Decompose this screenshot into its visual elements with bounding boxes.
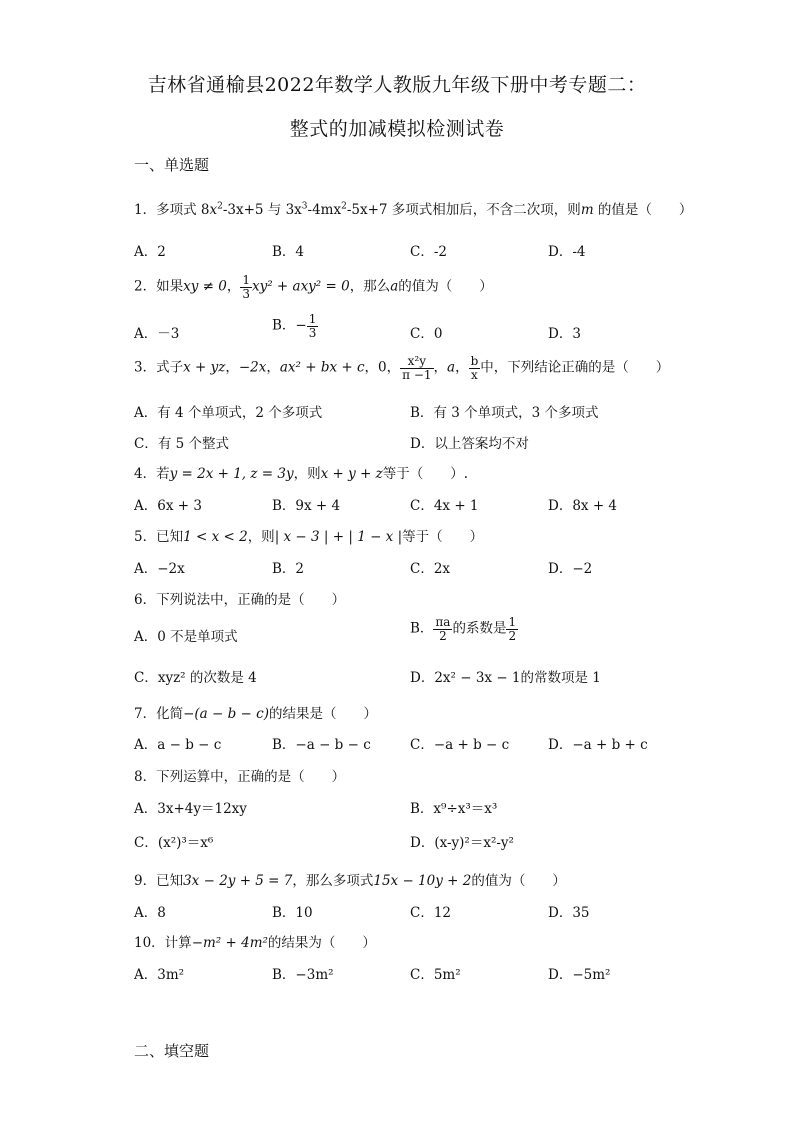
q8-option-b[interactable]: B．x⁹÷x³＝x³ [410, 801, 498, 817]
q7-expression: −(a − b − c) [183, 706, 269, 722]
q6-option-b-num: πa [435, 615, 451, 629]
q2-option-d[interactable]: D．3 [548, 326, 581, 342]
q1-text-b: -3x+5 与 3x [222, 202, 302, 218]
question-5 [134, 525, 483, 545]
q3-frac1-den: π −1 [402, 367, 432, 382]
q10-option-b[interactable]: B．−3m² [272, 967, 334, 983]
q6-option-b-num-2: 1 [508, 615, 517, 629]
q2-option-a[interactable]: A．－3 [134, 326, 180, 342]
q6-option-b-fraction-2 [506, 616, 518, 642]
question-7 [134, 702, 377, 722]
q5-expression: | x − 3 | + | 1 − x | [274, 529, 403, 545]
question-2 [134, 274, 493, 300]
q3-expr-4: 0 [378, 359, 387, 376]
q3-sep1: ， [225, 359, 239, 376]
q7-option-a[interactable]: A．a − b − c [134, 737, 222, 753]
q5-condition: 1 < x < 2 [183, 529, 248, 545]
q2-option-b[interactable] [272, 313, 318, 339]
q5-option-d[interactable]: D．−2 [548, 561, 593, 577]
q9-option-c[interactable]: C．12 [410, 905, 452, 921]
q4-tail: 等于（ ）. [382, 466, 469, 482]
q7-prefix: 7．化简 [134, 706, 184, 722]
q8-option-a[interactable]: A．3x+4y＝12xy [134, 801, 247, 817]
q1-text-c: -4mx [307, 202, 342, 218]
q4-condition: y = 2x + 1, z = 3y [169, 466, 294, 482]
q2-var-a: a [390, 278, 399, 295]
q1-sup1: 2 [217, 201, 223, 212]
q2-option-b-fraction [307, 313, 319, 339]
q2-expression: xy² + axy² = 0 [251, 278, 350, 295]
section-heading-single-choice: 一、单选题 [134, 156, 210, 174]
q1-text-d: -5x+7 多项式相加后，不含二次项，则 [346, 202, 581, 218]
question-10 [134, 931, 376, 951]
q1-option-c[interactable]: C．-2 [410, 244, 447, 260]
q3-sep5: ， [433, 359, 448, 376]
q3-expr-2: −2x [238, 359, 267, 376]
q9-option-b[interactable]: B．10 [272, 905, 313, 921]
q7-option-b[interactable]: B．−a − b − c [272, 737, 371, 753]
q9-expression: 15x − 10y + 2 [373, 873, 472, 889]
q1-sup2: 3 [301, 201, 308, 212]
q5-option-c[interactable]: C．2x [410, 561, 451, 577]
q10-option-c[interactable]: C．5m² [410, 967, 461, 983]
q7-option-d[interactable]: D．−a + b + c [548, 737, 648, 753]
q3-fraction-1 [400, 355, 433, 381]
q2-option-b-den: 3 [308, 325, 317, 340]
q5-option-b[interactable]: B．2 [272, 561, 305, 577]
section-heading-fill-blank: 二、填空题 [134, 1042, 210, 1060]
question-1 [134, 198, 692, 218]
q2-option-c[interactable]: C．0 [410, 326, 443, 342]
q9-condition: 3x − 2y + 5 = 7 [183, 873, 293, 889]
q2-frac-den: 3 [242, 286, 250, 301]
q5-mid: ，则 [247, 529, 275, 545]
q2-fraction [240, 274, 252, 300]
q3-sep6: ， [455, 359, 469, 376]
q3-expr-1: x + yz [183, 359, 226, 376]
question-8: 8．下列运算中，正确的是（ ） [134, 769, 346, 785]
q3-frac1-num: x²y [400, 355, 433, 369]
q4-option-b[interactable]: B．9x + 4 [272, 498, 341, 514]
q6-option-d[interactable]: D．2x² − 3x − 1的常数项是 1 [410, 670, 601, 686]
q4-mid: ，则 [293, 466, 321, 482]
q2-comma: ， [226, 278, 241, 295]
q9-option-a[interactable]: A．8 [134, 905, 166, 921]
q10-expression: −m² + 4m² [191, 935, 268, 951]
q10-tail: 的结果为（ ） [267, 935, 376, 951]
q6-option-b-label: B． [410, 620, 434, 637]
q3-sep3: ， [364, 359, 379, 376]
q2-option-b-num: 1 [308, 312, 317, 326]
q6-option-b[interactable] [410, 616, 518, 642]
q4-expression: x + y + z [320, 466, 383, 482]
q6-option-b-den-2: 2 [508, 628, 517, 643]
q6-option-b-mid: 的系数是 [452, 620, 507, 637]
q3-tail: 中，下列结论正确的是（ ） [480, 359, 670, 376]
q7-option-c[interactable]: C．−a + b − c [410, 737, 510, 753]
q1-var-m: m [580, 202, 594, 218]
q5-prefix: 5．已知 [134, 529, 184, 545]
q9-mid: ，那么多项式 [292, 873, 374, 889]
q7-tail: 的结果是（ ） [268, 706, 377, 722]
q3-option-c[interactable]: C．有 5 个整式 [134, 436, 230, 452]
q4-option-d[interactable]: D．8x + 4 [548, 498, 618, 514]
q5-option-a[interactable]: A．−2x [134, 561, 185, 577]
q6-option-b-den: 2 [439, 628, 447, 643]
q10-option-d[interactable]: D．−5m² [548, 967, 611, 983]
q2-condition: xy ≠ 0 [183, 278, 227, 295]
question-6: 6．下列说法中，正确的是（ ） [134, 592, 346, 608]
q1-option-b[interactable]: B．4 [272, 244, 305, 260]
q2-option-b-label: B． [272, 317, 296, 334]
q6-option-b-fraction [433, 616, 452, 642]
q4-prefix: 4．若 [134, 466, 170, 482]
question-9 [134, 869, 566, 889]
q2-suffix: ，那么 [349, 278, 391, 295]
q3-sep4: ， [386, 359, 401, 376]
q2-option-b-sign: − [295, 317, 307, 334]
q8-option-c[interactable]: C．(x²)³＝x⁶ [134, 835, 214, 851]
page-title-line2: 整式的加减模拟检测试卷 [289, 118, 505, 140]
q10-option-a[interactable]: A．3m² [134, 967, 185, 983]
q1-sup3: 2 [341, 201, 347, 212]
q3-frac2-den: x [471, 367, 478, 382]
question-3 [134, 355, 669, 381]
q3-option-b[interactable]: B．有 3 个单项式，3 个多项式 [410, 405, 599, 421]
q1-text-a: 1．多项式 8 [134, 202, 210, 218]
q3-expr-5: a [447, 359, 456, 376]
q9-option-d[interactable]: D．35 [548, 905, 590, 921]
question-4 [134, 462, 468, 482]
q3-option-a[interactable]: A．有 4 个单项式，2 个多项式 [134, 405, 323, 421]
q2-tail: 的值为（ ） [398, 278, 493, 295]
q2-frac-num: 1 [242, 273, 250, 287]
q1-text-e: 的值是（ ） [593, 202, 693, 218]
q6-option-a[interactable]: A．0 不是单项式 [134, 629, 238, 645]
q4-option-a[interactable]: A．6x + 3 [134, 498, 202, 514]
page-title-line1: 吉林省通榆县2022年数学人教版九年级下册中考专题二： [147, 74, 647, 96]
q1-option-a[interactable]: A．2 [134, 244, 166, 260]
q3-expr-3: ax² + bx + c [279, 359, 365, 376]
q3-frac2-num: b [470, 354, 479, 368]
q10-prefix: 10．计算 [134, 935, 192, 951]
q9-tail: 的值为（ ） [471, 873, 566, 889]
q2-prefix: 2．如果 [134, 278, 184, 295]
q5-tail: 等于（ ） [402, 529, 484, 545]
q3-prefix: 3．式子 [134, 359, 184, 376]
q3-sep2: ， [266, 359, 280, 376]
q6-option-c[interactable]: C．xyz² 的次数是 4 [134, 670, 257, 686]
q1-option-d[interactable]: D．-4 [548, 244, 586, 260]
q4-option-c[interactable]: C．4x + 1 [410, 498, 479, 514]
q3-option-d[interactable]: D．以上答案均不对 [410, 436, 529, 452]
q9-prefix: 9．已知 [134, 873, 184, 889]
q1-var-x1: x [209, 202, 218, 218]
q8-option-d[interactable]: D．(x-y)²＝x²-y² [410, 835, 514, 851]
q3-fraction-2 [469, 355, 481, 381]
